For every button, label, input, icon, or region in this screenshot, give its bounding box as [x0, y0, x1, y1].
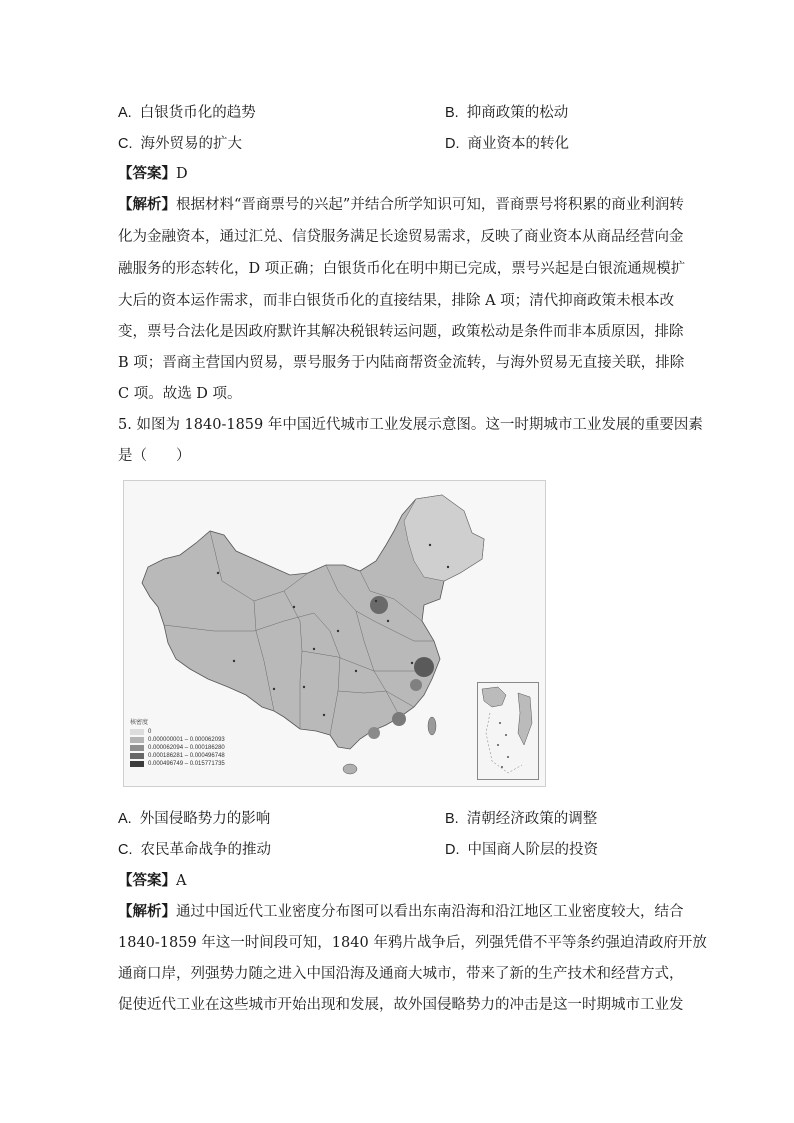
q4-analysis-line: 融服务的形态转化，D 项正确；白银货币化在明中期已完成，票号兴起是白银流通规模扩 [118, 261, 686, 277]
q4-option-d: D. 商业资本的转化 [445, 136, 569, 152]
industry-density-map [123, 480, 546, 787]
legend-item: 0.000186281 – 0.000496748 [130, 752, 225, 760]
legend-title: 核密度 [130, 720, 149, 726]
legend-swatch [130, 761, 144, 767]
legend-item: 0.000062094 – 0.000186280 [130, 744, 225, 752]
q5-option-d: D. 中国商人阶层的投资 [445, 842, 598, 858]
q4-analysis-line: 【解析】根据材料“晋商票号的兴起”并结合所学知识可知，晋商票号将积累的商业利润转 [118, 196, 684, 213]
density-hotspot [370, 596, 388, 614]
legend-swatch [130, 753, 144, 759]
q5-option-b: B. 清朝经济政策的调整 [445, 811, 598, 827]
q5-analysis-line: 通商口岸，列强势力随之进入中国沿海及通商大城市，带来了新的生产技术和经营方式， [118, 966, 684, 982]
density-hotspot [392, 712, 406, 726]
q5-analysis-line: 1840-1859 年这一时间段可知，1840 年鸦片战争后，列强凭借不平等条约强迫清政府开放 [118, 935, 707, 951]
density-hotspot [414, 657, 434, 677]
density-hotspot [410, 679, 422, 691]
legend-item: 0.000000001 – 0.000062093 [130, 736, 225, 744]
density-hotspot [368, 727, 380, 739]
legend-swatch [130, 729, 144, 735]
q5-stem-cont: 是（ ） [118, 448, 191, 464]
q4-option-c: C. 海外贸易的扩大 [118, 136, 242, 152]
legend-item: 0 [130, 728, 225, 736]
q5-analysis-line: 促使近代工业在这些城市开始出现和发展，故外国侵略势力的冲击是这一时期城市工业发 [118, 997, 684, 1013]
q4-analysis-line: 大后的资本运作需求，而非白银货币化的直接结果，排除 A 项；清代抑商政策未根本改 [118, 293, 675, 309]
legend-swatch [130, 737, 144, 743]
q4-analysis-line: 化为金融资本，通过汇兑、信贷服务满足长途贸易需求，反映了商业资本从商品经营向金 [118, 229, 684, 245]
q4-answer: 【答案】D [118, 165, 188, 182]
hainan-island [343, 764, 357, 774]
q4-analysis-line: C 项。故选 D 项。 [118, 386, 242, 402]
taiwan-island [428, 717, 436, 735]
q4-option-a: A. 白银货币化的趋势 [118, 105, 256, 121]
q4-option-b: B. 抑商政策的松动 [445, 105, 569, 121]
inset-graphic [478, 683, 538, 779]
south-china-sea-inset [477, 682, 539, 780]
q5-option-c: C. 农民革命战争的推动 [118, 842, 271, 858]
q4-analysis-line: B 项；晋商主营国内贸易，票号服务于内陆商帮资金流转，与海外贸易无直接关联，排除 [118, 355, 685, 371]
legend-item: 0.000496749 – 0.015771735 [130, 760, 225, 768]
map-legend [130, 717, 225, 768]
q5-option-a: A. 外国侵略势力的影响 [118, 811, 271, 827]
legend-swatch [130, 745, 144, 751]
q5-stem: 5. 如图为 1840-1859 年中国近代城市工业发展示意图。这一时期城市工业发展的重要因素 [118, 417, 703, 433]
q5-analysis-line: 【解析】通过中国近代工业密度分布图可以看出东南沿海和沿江地区工业密度较大，结合 [118, 903, 684, 920]
q4-analysis-line: 变，票号合法化是因政府默许其解决税银转运问题，政策松动是条件而非本质原因，排除 [118, 324, 684, 340]
q5-answer: 【答案】A [118, 872, 187, 889]
